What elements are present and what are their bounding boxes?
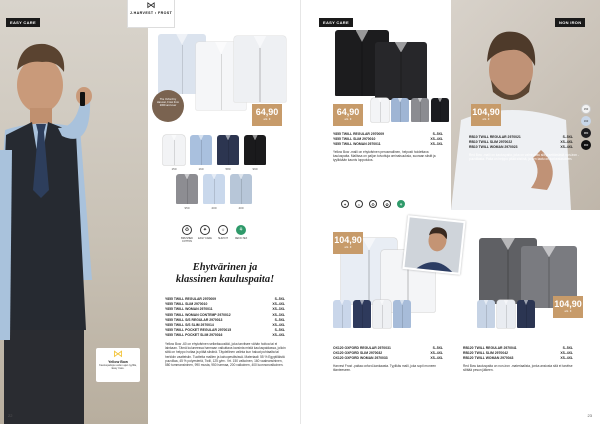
price-tag-top-right [471, 104, 501, 126]
product-list-block3 [333, 346, 443, 362]
description-block3: Harvest Frost -paitaa oxford-kankaasta. Tyylikäs malli, joka sopii moneen tilanteeseen. [333, 364, 437, 373]
product-sizes: S–5XL [432, 132, 443, 136]
yellow-bow-text: Kauluspaitoja uuden ajan tyylilla, Easy Care. [99, 364, 137, 371]
swatch-code: 950 [184, 206, 190, 210]
easy-care-icon: ✦ [200, 225, 210, 235]
list-item [463, 356, 573, 361]
swatch-code: 160 [198, 167, 204, 171]
product-sizes: XS–4XL [272, 323, 285, 328]
description-left: Yellow Bow -60 on ehytvärinen selkeäsuosikki, joka tarvitsee vähän hoitoa tai ei lainkaan. Tämä kuluneessa harmaan vaikuttava karsinta mistä kauluspaidassa, jolloin siitä on helppo hoitaa ja pitää siistinä. Täydellinen valinta kun haluat puhtaalta tai herkkiin vaatteisiin. Tuotteita mallien ja kalvopestävissä. Materiaali: 55 % Egyptiläistä puuvillaa, 45 % polyesteriä, Twill, 125 g/m². Vrt. 150 valkoinen, 160 vaaleansininen, 580 tummansininen, 990 musta, 950 harmaa, 200 valkoinen, 400 luonnonvalkoinen. [165, 342, 286, 368]
price-tag-bottom-right [553, 296, 583, 318]
brand-logo [127, 0, 175, 28]
care-icon-label: SLIM FIT [218, 237, 228, 240]
product-sizes: S–5XL [562, 135, 573, 139]
shirt-image [375, 42, 427, 100]
yellow-bow-icon: ⋈ [113, 349, 123, 360]
product-name: Y855 TWILL WOMAN CONTEMP 2970012 [165, 312, 231, 317]
care-icon-label: BRUSHED COTTON [181, 237, 193, 243]
price-unit: alk. € [564, 309, 572, 313]
swatch-shirt [477, 300, 495, 328]
round-badge-text: The Oxford by Harvest, Frost from 2009 and ever [156, 98, 180, 108]
product-sizes: XS–4XL [560, 140, 573, 145]
color-dot: 160 [581, 116, 591, 126]
description-block1: Yellow Bow -malli on ehytvärinen perusmallinen, helposti hoidettava kauluspaita. Mallissa on paljon toivottuja ominaisuuksia, suoraan siistit ja tyylikkään kaunis lopputulos. [333, 150, 436, 163]
price-unit: alk. € [482, 117, 490, 121]
yellow-bow-callout [96, 348, 140, 382]
price-unit: alk. € [344, 245, 352, 249]
product-sizes: S–5XL [274, 297, 285, 301]
section-badge-left: EASY CARE [6, 18, 40, 27]
yellow-bow-label: Yellow Bow [108, 360, 128, 364]
care-icon: ✿ [383, 200, 391, 208]
swatch-shirt [163, 135, 185, 165]
list-item [333, 356, 443, 361]
swatch-code: 580 [225, 167, 231, 171]
swatch-shirt [371, 98, 389, 122]
description-block4: Red Bow kauluspaita on non-iron -materiaalista, jonka ansiosta sitä ei tarvitse silittää pesun jälkeen. [463, 364, 573, 373]
product-list-block4 [463, 346, 573, 362]
headline-line-1: Ehytvärinen ja [192, 262, 258, 273]
product-name: OX120 OXFORD REGULAR 2970031 [333, 346, 391, 350]
product-sizes: S–5XL [432, 346, 443, 350]
price-value: 64,90 [336, 107, 360, 117]
product-name: OX120 OXFORD WOMAN 2970033 [333, 356, 388, 361]
swatch-shirt [190, 135, 212, 165]
brushed-cotton-icon: ♻ [182, 225, 192, 235]
list-item [469, 145, 573, 150]
swatch-shirt [391, 98, 409, 122]
product-name: Y855 TWILL REGULAR 2970009 [333, 132, 385, 136]
swatch-shirt [230, 174, 252, 204]
product-sizes: XS–4XL [272, 302, 285, 307]
product-name: Y855 TWILL POCKET REGULAR 2970015 [165, 328, 232, 333]
swatch-shirt [333, 300, 351, 328]
product-sizes: XS–4XL [430, 356, 443, 361]
price-value: 104,90 [472, 107, 500, 117]
product-list-block1 [333, 132, 443, 148]
swatch-shirt [411, 98, 429, 122]
product-name: RB10 TWILL REGULAR 2970021 [469, 135, 521, 139]
product-name: RB120 TWILL WOMAN 2970043 [463, 356, 514, 361]
list-item [165, 333, 285, 338]
man-portrait-illustration [404, 217, 466, 275]
product-sizes: XS–4XL [430, 351, 443, 356]
product-name: Y855 TWILL SLIM 2970010 [333, 137, 376, 142]
color-dot: 990 [581, 140, 591, 150]
non-iron-badge: NON IRON [555, 18, 585, 27]
swatch-code: 400 [238, 206, 244, 210]
product-name: Y855 TWILL WOMAN 2970011 [165, 307, 213, 312]
section-badge-right: EASY CARE [319, 18, 353, 27]
product-sizes: XS–4XL [560, 351, 573, 356]
care-icon-label: OEKO-TEX [234, 237, 248, 240]
page-number-left: 22 [8, 413, 13, 418]
price-unit: alk. € [263, 117, 271, 121]
oeko-tex-icon: ⚘ [397, 200, 405, 208]
product-name: Y855 TWILL S/S REGULAR 2970013 [165, 317, 223, 322]
color-dot: 980 [581, 128, 591, 138]
product-name: Y855 TWILL WOMAN 2970011 [333, 142, 381, 147]
product-sizes: XS–3XL [272, 312, 285, 317]
swatch-shirt [497, 300, 515, 328]
product-sizes: XS–4XL [272, 333, 285, 338]
product-name: RB10 TWILL SLIM 2970022 [469, 140, 513, 145]
product-list-left [165, 297, 285, 339]
page-number-right: 23 [587, 413, 592, 418]
swatch-shirt [217, 135, 239, 165]
price-tag-left [252, 104, 282, 126]
swatch-code: 990 [252, 167, 258, 171]
care-icon-label: EASY CARE [198, 237, 212, 240]
swatch-shirt [373, 300, 391, 328]
price-unit: alk. € [344, 117, 352, 121]
product-name: Y855 TWILL S/S SLIM 2970014 [165, 323, 214, 328]
swatch-code: 150 [171, 167, 177, 171]
right-page [300, 0, 600, 424]
product-list-block2 [469, 135, 573, 151]
care-icon: ♻ [369, 200, 377, 208]
shirt-image [234, 36, 286, 102]
product-sizes: S–5XL [562, 346, 573, 350]
product-sizes: XS–3XL [272, 307, 285, 312]
product-sizes: XS–4XL [430, 137, 443, 142]
bow-tie-icon: ⋈ [146, 0, 156, 10]
care-icon: ☼ [355, 200, 363, 208]
product-sizes: S–5XL [274, 328, 285, 333]
price-value: 104,90 [554, 299, 582, 309]
price-tag-bottom-left [333, 232, 363, 254]
product-name: RB10 TWILL WOMAN 2970023 [469, 145, 518, 150]
product-name: Y855 TWILL POCKET SLIM 2970016 [165, 333, 223, 338]
price-value: 104,90 [334, 235, 362, 245]
price-tag-top-left [333, 104, 363, 126]
swatch-shirt [393, 300, 411, 328]
swatch-shirt [517, 300, 535, 328]
product-name: RB120 TWILL REGULAR 2970041 [463, 346, 517, 350]
product-name: Y855 TWILL REGULAR 2970009 [165, 297, 217, 301]
headline-line-2: klassinen kauluspaita! [175, 274, 275, 285]
swatch-shirt [176, 174, 198, 204]
slim-fit-icon: ☼ [218, 225, 228, 235]
headline [152, 262, 298, 286]
oeko-tex-icon: ⚘ [236, 225, 246, 235]
product-name: Y855 TWILL SLIM 2970010 [165, 302, 208, 307]
round-badge [152, 90, 184, 122]
swatch-shirt [203, 174, 225, 204]
brand-logo-text: J.HARVEST • FROST [129, 11, 173, 15]
product-sizes: XS–4XL [560, 145, 573, 150]
product-sizes: XS–3XL [430, 142, 443, 147]
product-name: RB120 TWILL SLIM 2970042 [463, 351, 508, 356]
swatch-shirt [431, 98, 449, 122]
price-value: 64,90 [255, 107, 279, 117]
list-item [333, 142, 443, 147]
swatch-shirt [353, 300, 371, 328]
swatch-code: 200 [211, 206, 217, 210]
description-block2: Red Bow -malli on kauluspaita, joka on valmistettu silityksettömästä non-iron -puuvillasta. Paita on helppo pitää siistinä, ja sen laatu on korkeatasoinen. [469, 153, 579, 162]
swatch-shirt [244, 135, 266, 165]
product-name: OX120 OXFORD SLIM 2970032 [333, 351, 383, 356]
color-dot: 150 [581, 104, 591, 114]
inset-photo [402, 215, 465, 275]
product-sizes: XS–4XL [560, 356, 573, 361]
care-icon: ✦ [341, 200, 349, 208]
product-sizes: S–5XL [274, 317, 285, 322]
